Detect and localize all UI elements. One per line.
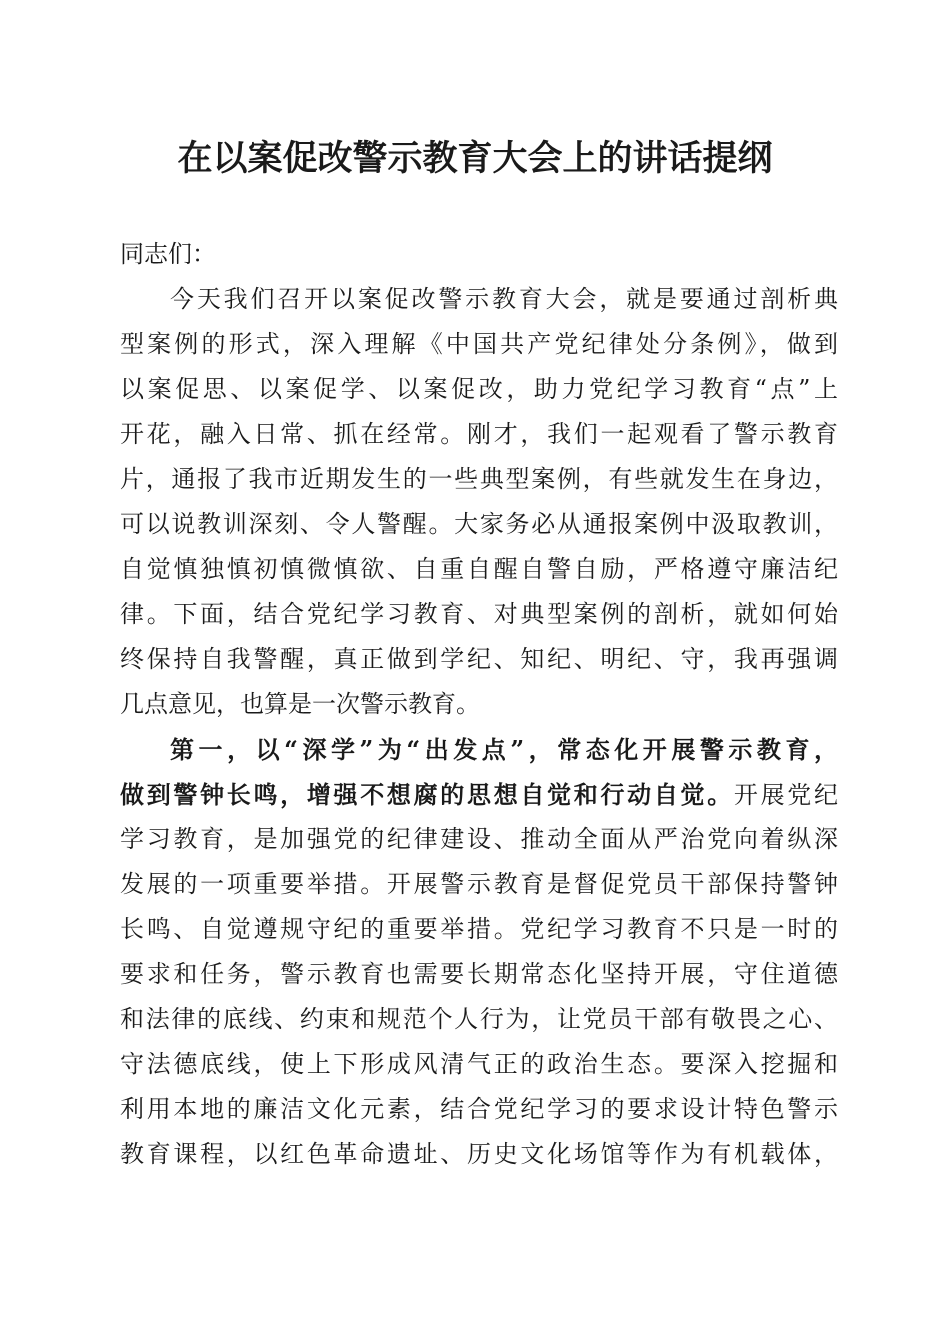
document-body [120,232,838,1177]
document-title: 在以案促改警示教育大会上的讲话提纲 [177,138,773,179]
paragraph-line: 要求和任务，警示教育也需要长期常态化坚持开展，守住道德 [120,960,838,988]
paragraph-line: 律。下面，结合党纪学习教育、对典型案例的剖析，就如何始 [120,600,838,628]
paragraph-line: 以案促思、以案促学、以案促改，助力党纪学习教育“点”上 [120,375,838,403]
paragraph-line: 和法律的底线、约束和规范个人行为，让党员干部有敬畏之心、 [120,1005,838,1033]
paragraph-line: 今天我们召开以案促改警示教育大会，就是要通过剖析典 [170,285,838,313]
paragraph-line: 发展的一项重要举措。开展警示教育是督促党员干部保持警钟 [120,870,838,898]
paragraph-line: 自觉慎独慎初慎微慎欲、自重自醒自警自励，严格遵守廉洁纪 [120,555,838,583]
salutation: 同志们： [120,240,216,268]
paragraph-line: 终保持自我警醒，真正做到学纪、知纪、明纪、守，我再强调 [120,645,838,673]
paragraph-2 [120,727,838,1177]
paragraph-text: 开展党纪 [733,781,838,809]
paragraph-line: 可以说教训深刻、令人警醒。大家务必从通报案例中汲取教训， [120,510,838,538]
paragraph-line: 利用本地的廉洁文化元素，结合党纪学习的要求设计特色警示 [120,1095,838,1123]
paragraph-line: 开花，融入日常、抓在经常。刚才，我们一起观看了警示教育 [120,420,838,448]
paragraph-line [120,772,838,817]
paragraph-line: 长鸣、自觉遵规守纪的重要举措。党纪学习教育不只是一时的 [120,915,838,943]
paragraph-1 [120,277,838,727]
paragraph-line: 学习教育，是加强党的纪律建设、推动全面从严治党向着纵深 [120,825,838,853]
paragraph-line: 几点意见，也算是一次警示教育。 [120,690,480,718]
paragraph-line: 型案例的形式，深入理解《中国共产党纪律处分条例》，做到 [120,330,838,358]
paragraph-line: 守法德底线，使上下形成风清气正的政治生态。要深入挖掘和 [120,1050,838,1078]
section-heading-continued: 做到警钟长鸣，增强不想腐的思想自觉和行动自觉。 [120,780,734,809]
section-heading: 第一，以“深学”为“出发点”，常态化开展警示教育， [170,735,838,764]
paragraph-line: 片，通报了我市近期发生的一些典型案例，有些就发生在身边， [120,465,838,493]
paragraph-line: 教育课程，以红色革命遗址、历史文化场馆等作为有机载体， [120,1140,838,1168]
